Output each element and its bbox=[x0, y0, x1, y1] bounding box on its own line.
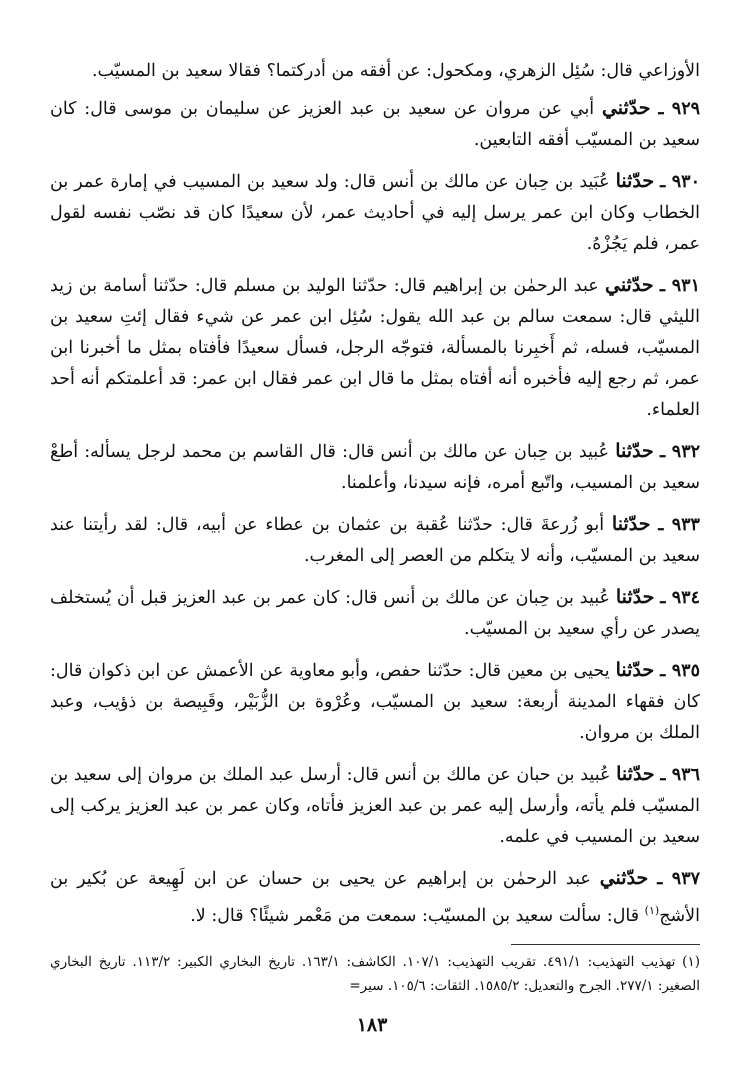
paragraph-text: عُبَيد بن حِبان عن مالك بن أنس قال: ولد سعيد بن المسيب في إمارة عمر بن الخطاب وكان ابن عمر يرسل إليه في أحاديث عمر، لأن سعيدًا كان قد نصّب نفسه لقول عمر، فلم يَجُزْهُ. bbox=[50, 172, 700, 254]
hadith-number: ٩٣٣ ـ bbox=[658, 515, 700, 535]
footnote-marker[interactable]: (١) bbox=[644, 904, 660, 917]
paragraph-text: عبد الرحمٰن بن إبراهيم عن يحيى بن حسان عن ابن لَهِيعة عن بُكير بن الأشج bbox=[50, 869, 700, 926]
hadith-936 bbox=[50, 759, 700, 853]
narration-keyword: حدّثنا bbox=[611, 513, 651, 535]
hadith-number: ٩٣٥ ـ bbox=[660, 661, 700, 681]
hadith-930 bbox=[50, 166, 700, 260]
hadith-933 bbox=[50, 509, 700, 572]
paragraph-text: الأوزاعي قال: سُئِل الزهري، ومكحول: عن أفقه من أدركتما؟ فقالا سعيد بن المسيّب. bbox=[91, 61, 700, 81]
hadith-932 bbox=[50, 436, 700, 499]
page-number: ١٨٣ bbox=[356, 1014, 388, 1036]
narration-keyword: حدّثني bbox=[599, 867, 649, 889]
paragraph-continuation bbox=[50, 56, 700, 87]
narration-keyword: حدّثنا bbox=[615, 440, 654, 462]
hadith-929 bbox=[50, 93, 700, 156]
hadith-number: ٩٣٠ ـ bbox=[660, 172, 700, 192]
narration-keyword: حدّثني bbox=[604, 274, 654, 296]
hadith-number: ٩٣٦ ـ bbox=[660, 765, 700, 785]
paragraph-text-continued: قال: سألت سعيد بن المسيّب: سمعت من مَعْمر شيئًا؟ قال: لا. bbox=[190, 905, 645, 926]
page-body bbox=[50, 56, 700, 942]
hadith-number: ٩٣٢ ـ bbox=[659, 442, 700, 462]
hadith-935 bbox=[50, 655, 700, 749]
hadith-number: ٩٣٤ ـ bbox=[660, 588, 700, 608]
paragraph-text: عبد الرحمٰن بن إبراهيم قال: حدّثنا الوليد بن مسلم قال: حدّثنا أسامة بن زيد الليثي قال: سمعت سالم بن عبد الله يقول: سُئِل ابن عمر عن شيء فقال إئتِ سعيد بن المسيّب، فسله، ثم أَخبِرنا بالمسألة، فتوجّه الرجل، فسأل سعيدًا فأفتاه بمثل ما أخبرنا ابن عمر، ثم رجع إليه فأخبره أنه أفتاه بمثل ما قال ابن عمر فقال ابن عمر: قد أعلمتكم أنه أحد العلماء. bbox=[50, 276, 700, 420]
narration-keyword: حدّثنا bbox=[615, 659, 655, 681]
paragraph-text: أبو زُرعةَ قال: حدّثنا عُقبة بن عثمان بن عطاء عن أبيه، قال: لقد رأيتنا عند سعيد بن المسيّب، وأنه لا يتكلم من العصر إلى المغرب. bbox=[50, 515, 700, 566]
hadith-number: ٩٣٧ ـ bbox=[657, 869, 700, 889]
hadith-931 bbox=[50, 270, 700, 426]
paragraph-text: أبي عن مروان عن سعيد بن عبد العزيز عن سليمان بن موسى قال: كان سعيد بن المسيّب أفقه التابعين. bbox=[50, 99, 700, 150]
hadith-number: ٩٢٩ ـ bbox=[658, 99, 700, 119]
narration-keyword: حدّثنا bbox=[616, 763, 655, 785]
paragraph-text: عُبيد بن حِبان عن مالك بن أنس قال: كان عمر بن عبد العزيز قبل أن يُستخلف يصدر عن رأي سعيد بن المسيّب. bbox=[50, 588, 700, 639]
paragraph-text: يحيى بن معين قال: حدّثنا حفص، وأبو معاوية عن الأعمش عن ابن ذكوان قال: كان فقهاء المدينة أربعة: سعيد بن المسيّب، وعُرْوة بن الزُّبَيْر، وقَبِيصة بن ذؤيب، وعبد الملك بن مروان. bbox=[50, 661, 700, 743]
footnote: (١) تهذيب التهذيب: ٤٩١/١. تقريب التهذيب: ١٠٧/١. الكاشف: ١٦٣/١. تاريخ البخاري الكبير: ١١٣/٢. تاريخ البخاري الصغير: ٢٧٧/١. الجرح والتعديل: ١٥٨٥/٢. الثقات: ١٠٥/٦. سير= bbox=[50, 954, 700, 994]
narration-keyword: حدّثنا bbox=[615, 586, 655, 608]
narration-keyword: حدّثنا bbox=[615, 170, 655, 192]
footnote-separator bbox=[511, 944, 700, 945]
narration-keyword: حدّثني bbox=[601, 97, 651, 119]
hadith-number: ٩٣١ ـ bbox=[659, 276, 700, 296]
paragraph-text: عُبيد بن حِبان عن مالك بن أنس قال: قال القاسم بن محمد لرجل يسأله: أطعْ سعيد بن المسيب، واتّبع أمره، فإنه سيدنا، وأعلمنا. bbox=[50, 442, 700, 493]
hadith-937 bbox=[50, 863, 700, 932]
paragraph-text: عُبيد بن حبان عن مالك بن أنس قال: أرسل عبد الملك بن مروان إلى سعيد بن المسيّب فلم يأته، وأرسل إليه عمر بن عبد العزيز فأتاه، وكان عمر بن عبد العزيز يركب إلى سعيد بن المسيب في علمه. bbox=[50, 765, 700, 847]
hadith-934 bbox=[50, 582, 700, 645]
